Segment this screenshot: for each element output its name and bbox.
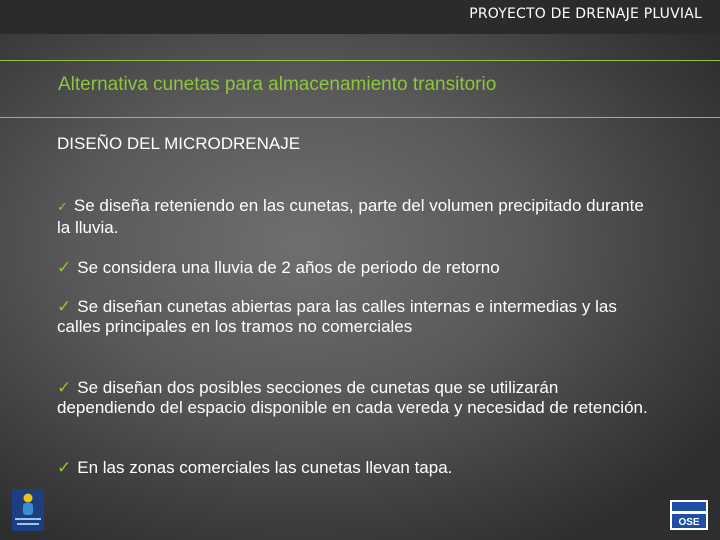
- svg-text:OSE: OSE: [678, 517, 700, 528]
- bullet-item: [57, 196, 657, 238]
- section-title: DISEÑO DEL MICRODRENAJE: [57, 134, 301, 153]
- bullet-item: [57, 297, 657, 337]
- title-bottom-divider: [0, 117, 720, 118]
- bullet-item: [57, 258, 657, 278]
- bullet-item: [57, 458, 657, 478]
- check-icon: ✓: [57, 258, 72, 278]
- bullet-text: En las zonas comerciales las cunetas llevan tapa.: [77, 458, 453, 477]
- bullet-text: Se diseña reteniendo en las cunetas, parte del volumen precipitado durante la lluvia.: [57, 196, 644, 237]
- bullet-item: [57, 378, 657, 418]
- slide-title: Alternativa cunetas para almacenamiento transitorio: [58, 74, 497, 95]
- bullet-text: Se considera una lluvia de 2 años de periodo de retorno: [77, 258, 500, 277]
- consejo-logo: [12, 489, 44, 531]
- ose-logo: [670, 500, 708, 530]
- bullet-text: Se diseñan cunetas abiertas para las calles internas e intermedias y las calles principales en los tramos no comerciales: [57, 297, 617, 336]
- check-icon: ✓: [57, 458, 72, 478]
- header-title: PROYECTO DE DRENAJE PLUVIAL: [469, 6, 702, 22]
- check-icon: ✓: [57, 200, 68, 215]
- bullet-text: Se diseñan dos posibles secciones de cunetas que se utilizarán dependiendo del espacio disponible en cada vereda y necesidad de retención.: [57, 378, 648, 417]
- title-top-divider: [0, 60, 720, 61]
- check-icon: ✓: [57, 378, 72, 398]
- check-icon: ✓: [57, 297, 72, 317]
